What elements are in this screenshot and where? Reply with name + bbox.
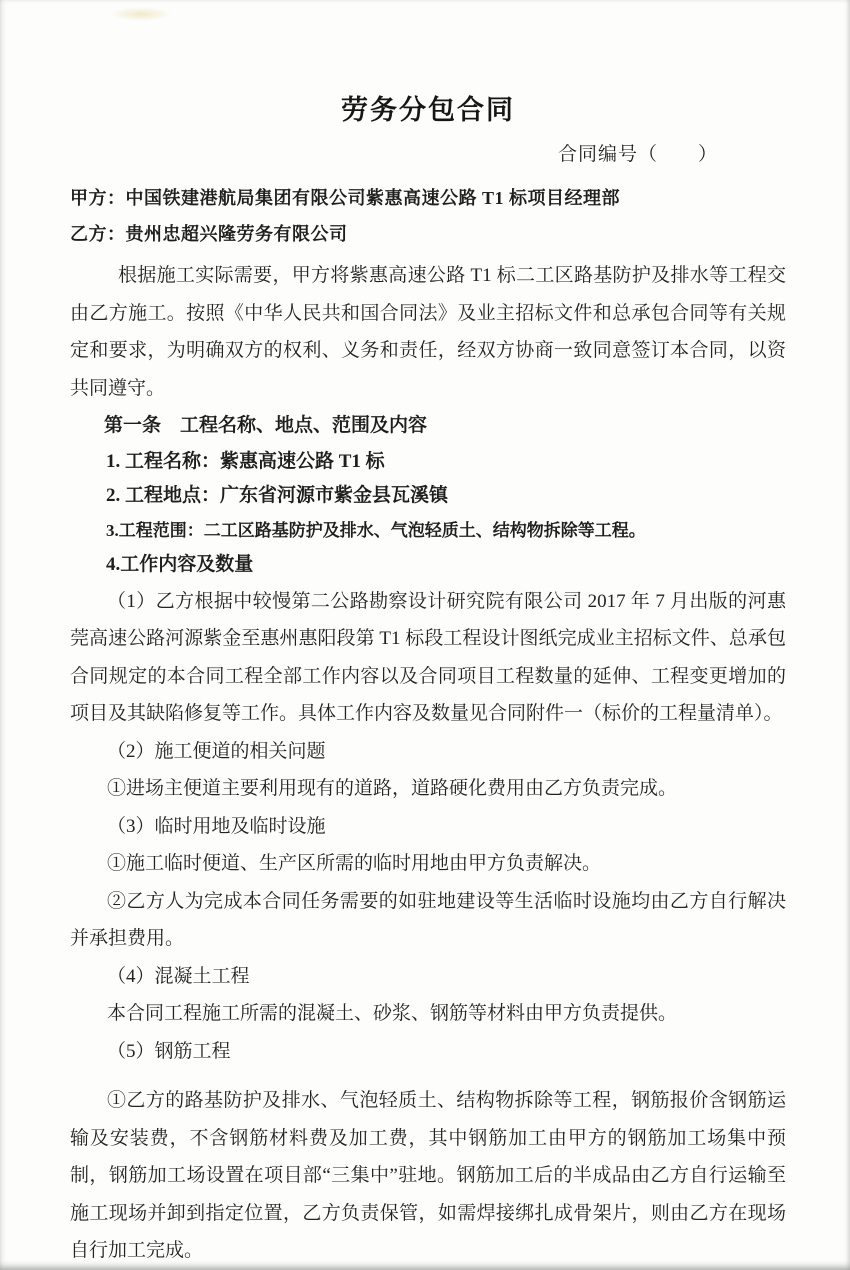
paragraph-rebar-heading: （5）钢筋工程 xyxy=(107,1040,231,1062)
paragraph-temp-land-1: ①施工临时便道、生产区所需的临时用地由甲方负责解决。 xyxy=(107,853,602,875)
party-b-line: 乙方：贵州忠超兴隆劳务有限公司 xyxy=(70,224,348,244)
contract-number-line: 合同编号（ ） xyxy=(557,144,718,165)
party-a-line: 甲方：中国铁建港航局集团有限公司紫惠高速公路 T1 标项目经理部 xyxy=(70,188,621,208)
paragraph-temp-land-heading: （3）临时用地及临时设施 xyxy=(107,815,326,837)
paragraph-access-road-1: ①进场主便道主要利用现有的道路，道路硬化费用由乙方负责完成。 xyxy=(107,778,678,800)
paragraph-concrete-heading: （4）混凝土工程 xyxy=(107,965,250,987)
item-work-content-quantity: 4.工作内容及数量 xyxy=(106,554,254,576)
paragraph-rebar-1: ①乙方的路基防护及排水、气泡轻质土、结构物拆除等工程，钢筋报价含钢筋运输及安装费，不含钢筋材料费及加工费，其中钢筋加工由甲方的钢筋加工场集中预制，钢筋加工场设置在项目部“三集中”驻地。钢筋加工后的半成品由乙方自行运输至施工现场并卸到指定位置，乙方负责保管，如需焊接绑扎成骨架片，则由乙方在现场自行加工完成。 xyxy=(70,1090,786,1262)
paragraph-temp-land-2: ②乙方人为完成本合同任务需要的如驻地建设等生活临时设施均由乙方自行解决并承担费用。 xyxy=(70,890,786,950)
preamble-paragraph: 根据施工实际需要，甲方将紫惠高速公路 T1 标二工区路基防护及排水等工程交由乙方施工。按照《中华人民共和国合同法》及业主招标文件和总承包合同等有关规定和要求，为明确双方的权利、义务和责任，经双方协商一致同意签订本合同，以资共同遵守。 xyxy=(70,265,786,399)
clause-1-heading: 第一条 工程名称、地点、范围及内容 xyxy=(104,415,428,436)
item-project-location: 2. 工程地点：广东省河源市紫金县瓦溪镇 xyxy=(106,485,449,507)
clause-1-items xyxy=(70,445,786,583)
paragraph-access-road-heading: （2）施工便道的相关问题 xyxy=(107,740,326,762)
item-project-scope: 3.工程范围：二工区路基防护及排水、气泡轻质土、结构物拆除等工程。 xyxy=(106,520,646,540)
item-project-name: 1. 工程名称：紫惠高速公路 T1 标 xyxy=(106,450,385,472)
paragraph-work-content-1: （1）乙方根据中较慢第二公路勘察设计研究院有限公司 2017 年 7 月出版的河惠莞高速公路河源紫金至惠州惠阳段第 T1 标段工程设计图纸完成业主招标文件、总承包合同规定的本合同工程全部工作内容以及合同项目工程数量的延伸、工程变更增加的项目及其缺陷修复等工作。具体工作内容及数量见合同附件一（标价的工程量清单）。 xyxy=(70,590,786,725)
document-title: 劳务分包合同 xyxy=(341,95,515,125)
paragraph-concrete-1: 本合同工程施工所需的混凝土、砂浆、钢筋等材料由甲方负责提供。 xyxy=(107,1003,678,1025)
